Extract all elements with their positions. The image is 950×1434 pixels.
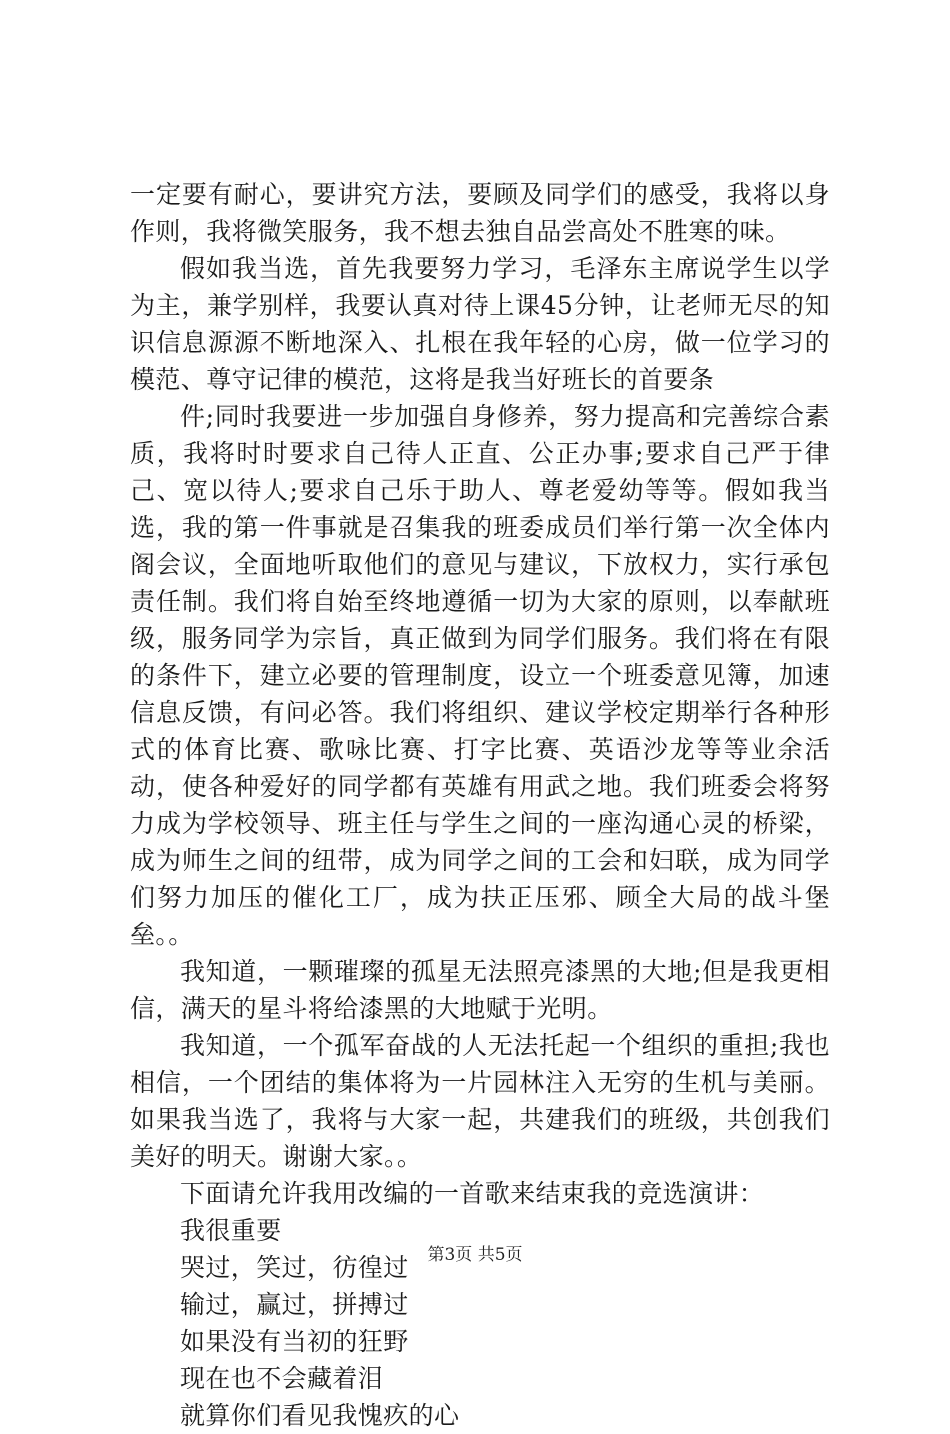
page-number-footer: 第3页 共5页 <box>427 1245 523 1265</box>
lyric-line: 哭过，笑过，彷徨过 <box>180 1253 409 1282</box>
lyric-line: 就算你们看见我愧疚的心 <box>180 1401 460 1430</box>
paragraph: 下面请允许我用改编的一首歌来结束我的竞选演讲： <box>180 1179 765 1208</box>
lyric-line: 现在也不会藏着泪 <box>180 1364 384 1393</box>
paragraph: 假如我当选，首先我要努力学习，毛泽东主席说学生以学为主，兼学别样，我要认真对待上课45分钟，让老师无尽的知识信息源源不断地深入、扎根在我年轻的心房，做一位学习的模范、尊守记律的模范，这将是我当好班长的首要条 <box>130 254 830 394</box>
lyric-line: 我很重要 <box>180 1216 282 1245</box>
paragraph: 我知道，一颗璀璨的孤星无法照亮漆黑的大地;但是我更相信，满天的星斗将给漆黑的大地赋于光明。 <box>130 957 830 1023</box>
lyric-line: 输过，赢过，拼搏过 <box>180 1290 409 1319</box>
paragraph: 我知道，一个孤军奋战的人无法托起一个组织的重担;我也相信，一个团结的集体将为一片园林注入无穷的生机与美丽。如果我当选了，我将与大家一起，共建我们的班级，共创我们美好的明天。谢谢大家。。 <box>130 1031 830 1171</box>
paragraph: 一定要有耐心，要讲究方法，要顾及同学们的感受，我将以身作则，我将微笑服务，我不想去独自品尝高处不胜寒的味。 <box>130 180 830 246</box>
lyric-line: 如果没有当初的狂野 <box>180 1327 409 1356</box>
paragraph: 件;同时我要进一步加强自身修养，努力提高和完善综合素质，我将时时要求自己待人正直、公正办事;要求自己严于律己、宽以待人;要求自己乐于助人、尊老爱幼等等。假如我当选，我的第一件事就是召集我的班委成员们举行第一次全体内阁会议，全面地听取他们的意见与建议，下放权力，实行承包责任制。我们将自始至终地遵循一切为大家的原则，以奉献班级，服务同学为宗旨，真正做到为同学们服务。我们将在有限的条件下，建立必要的管理制度，设立一个班委意见簿，加速信息反馈，有问必答。我们将组织、建议学校定期举行各种形式的体育比赛、歌咏比赛、打字比赛、英语沙龙等等业余活动，使各种爱好的同学都有英雄有用武之地。我们班委会将努力成为学校领导、班主任与学生之间的一座沟通心灵的桥梁，成为师生之间的纽带，成为同学之间的工会和妇联，成为同学们努力加压的催化工厂，成为扶正压邪、顾全大局的战斗堡垒。。 <box>130 402 830 949</box>
